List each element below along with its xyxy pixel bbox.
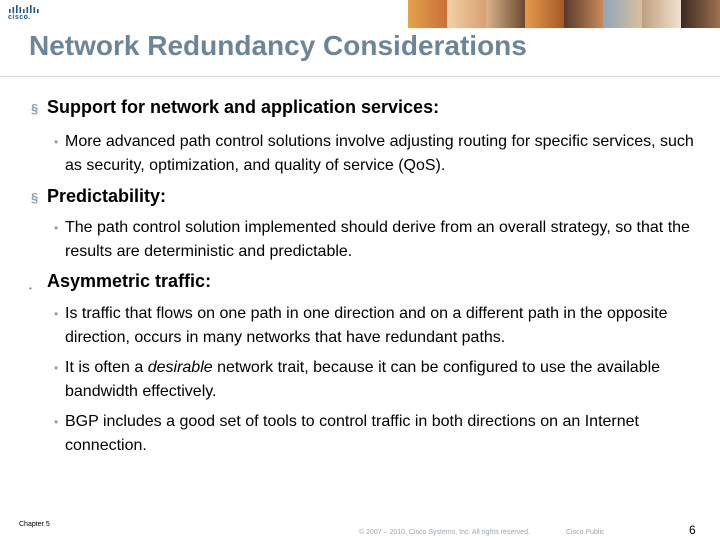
list-item: [54, 356, 694, 404]
section-bullet-icon: §: [31, 101, 39, 116]
section-heading-text: Asymmetric traffic:: [47, 271, 212, 291]
sub-bullet-icon: •: [54, 135, 59, 149]
list-item: [54, 216, 694, 264]
list-item: [54, 302, 694, 350]
section-heading-text: Support for network and application services:: [47, 97, 440, 117]
list-item-text: More advanced path control solutions involve adjusting routing for specific services, such as security, optimization, and quality of service (QoS).: [65, 133, 694, 174]
section-heading-services: [31, 97, 439, 118]
list-item: [54, 130, 694, 178]
emphasis-text: desirable: [147, 359, 213, 376]
section-heading-asymmetric: [47, 271, 211, 292]
list-item: [54, 410, 694, 458]
classification-text: Cisco Public: [566, 529, 605, 536]
sub-bullet-icon: •: [54, 415, 59, 429]
section-heading-text: Predictability:: [47, 186, 167, 206]
sub-bullet-icon: •: [54, 221, 59, 235]
section-heading-predictability: [31, 186, 166, 207]
cisco-wordmark: cisco.: [8, 14, 31, 21]
list-item-text: BGP includes a good set of tools to control traffic in both directions on an Internet connection.: [65, 413, 639, 454]
slide-title: Network Redundancy Considerations: [29, 30, 527, 61]
list-item-text: Is traffic that flows on one path in one direction and on a different path in the opposite direction, occurs in many networks that have redundant paths.: [65, 305, 668, 346]
sub-bullet-icon: •: [54, 307, 59, 321]
list-item-text: It is often a desirable network trait, because it can be configured to use the available bandwidth effectively.: [65, 359, 661, 400]
chapter-label: Chapter 5: [19, 521, 50, 528]
sub-bullet-icon: •: [54, 361, 59, 375]
section-bullet-icon: §: [31, 190, 39, 205]
copyright-text: © 2007 – 2010, Cisco Systems, Inc. All rights reserved.: [359, 529, 530, 536]
list-item-text: The path control solution implemented should derive from an overall strategy, so that the results are deterministic and predictable.: [65, 219, 690, 260]
page-number: 6: [689, 523, 696, 537]
stray-bullet-icon: •: [29, 284, 32, 293]
